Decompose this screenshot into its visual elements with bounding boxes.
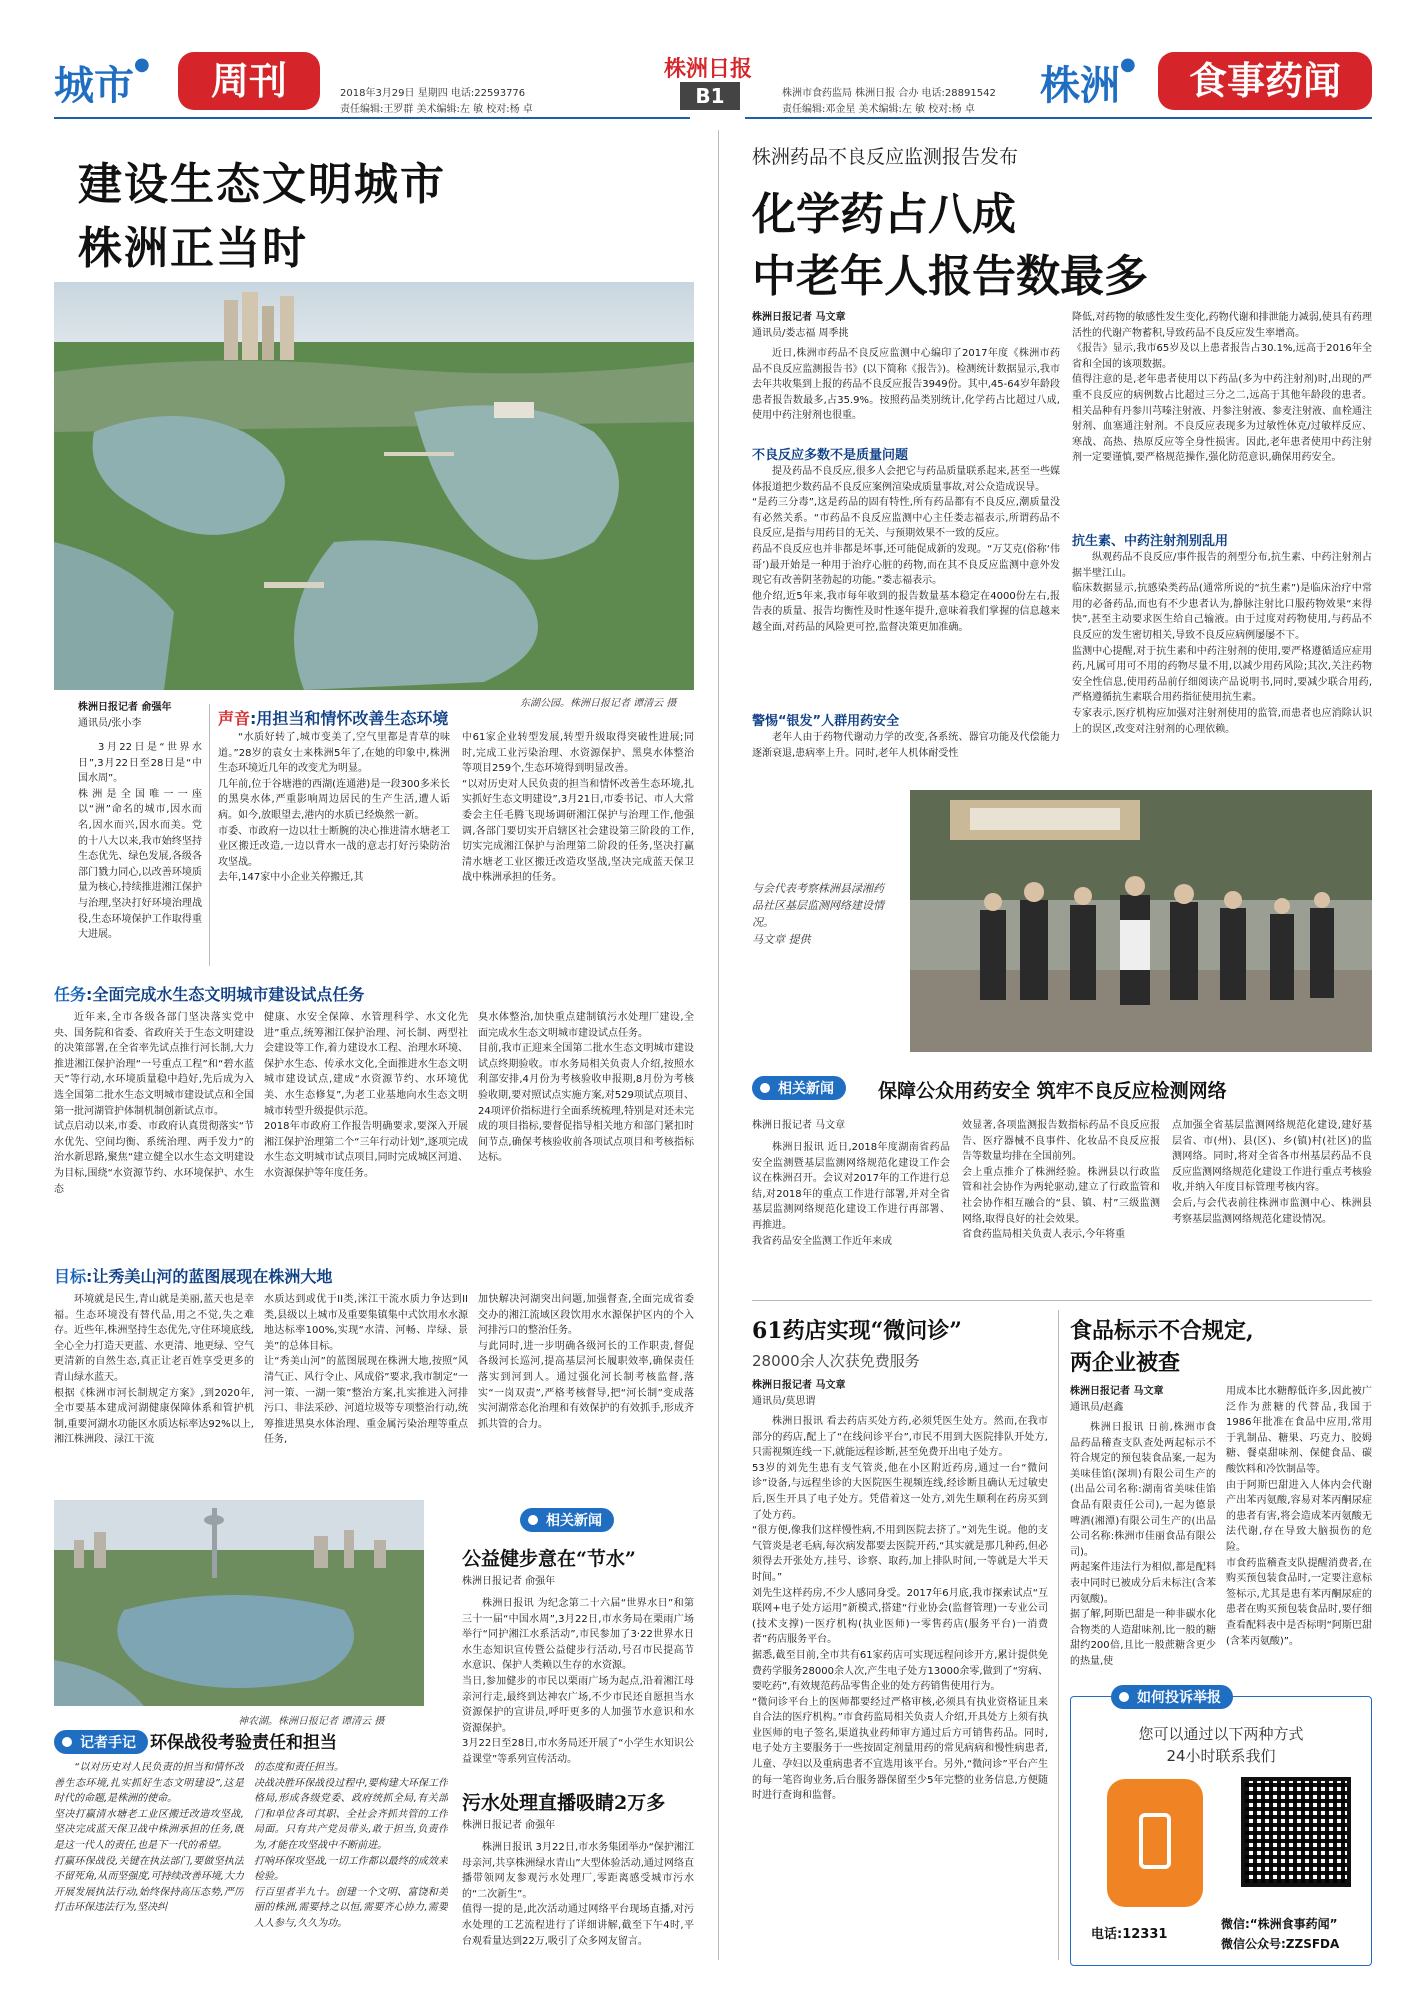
right-related-col-3: 点加强全省基层监测网络规范化建设,建好基层省、市(州)、县(区)、乡(镇)村(社区)的监测网络。同时,将对全省各市州基层药品不良反应监测网络规范化建设工作进行重点考核验收,并纳入年度目标管理考核内容。 会后,与会代表前往株洲市监测中心、株洲县考察基层监测网络规范化建设情况。 — [1172, 1120, 1372, 1225]
right-related-col-2: 效显著,各项监测报告数指标药品不良反应报告、医疗器械不良事件、化妆品不良反应报告等数量均排在全国前列。 会上重点推介了株洲经验。株洲县以行政监管和社会协作为两轮驱动,建立了行政监管和社会协作相互融合的“县、镇、村”三级监测网络,取得良好的社会效果。 省食药监局相关负责人表示,今年将重 — [962, 1120, 1160, 1241]
goal-col-2: 水质达到或优于II类,洣江干流水质力争达到II类,县级以上城市及重要集镇集中式饮用水水源地达标率100%,实现“水清、河畅、岸绿、景美”的总体目标。 让“秀美山河”的蓝图展现在株洲大地,按照“风清气正、风行令止、风成俗”要求,我市制定“一河一策、一湖一策”整治方案,扎实推进入河排污口、非法采砂、河道垃圾等专项整治行动,统筹推进黑臭水体治理、重金属污染治理等重点任务, — [264, 1294, 468, 1446]
task-col-1: 近年来,全市各级各部门坚决落实党中央、国务院和省委、省政府关于生态文明建设的决策部署,在全省率先试点推行河长制,大力推进湘江保护治理“一号重点工程”和“碧水蓝天”等行动,水环境质量稳中趋好,先后成为入选全国第二批水生态文明城市建设试点和全国第一批河湖管护体制机制创新试点市。 试点启动以来,市委、市政府认真贯彻落实“节水优先、空间均衡、系统治理、两手发力”的治水新思路,聚焦“建立健全以水生态文明建设为目标,围绕“水资源节约、水环境保护、水生态 — [54, 1012, 254, 1195]
right-col2-subhead: 抗生素、中药注射剂别乱用 — [1072, 534, 1229, 549]
reporter-note-col-2: 的态度和责任担当。 决战决胜环保战役过程中,要构建大环保工作格局,形成各级党委、政府统抓全局,有关部门和单位各司其职、全社会齐抓共管的工作局面。只有共产党员带头,敢于担当,负责作为,才能在攻坚战中不断前进。 打响环保攻坚战,一切工作都以最终的成效来检验。 行百里者半九十。创建一个文明、富饶和美丽的株洲,需要持之以恒,需要齐心协力,需要人人参与,久久为功。 — [254, 1762, 448, 1929]
header-left-pill: 周刊 — [178, 52, 320, 110]
right-bottom-divider — [1058, 1310, 1059, 1960]
reporter-note-tag: 记者手记 — [54, 1730, 148, 1754]
header-right-pill: 食事药闻 — [1158, 52, 1372, 110]
right-col2-body-1: 降低,对药物的敏感性发生变化,药物代谢和排泄能力减弱,使具有药理活性的代谢产物蓄积,导致药品不良反应发生率增高。 《报告》显示,我市65岁及以上患者报告占30.1%,远高于2016年全省和全国的该项数据。 值得注意的是,老年患者使用以下药品(多为中药注射剂)时,出现的严重不良反应的病例数占比超过三分之二,远高于其他年龄段的患者。相关品种有丹参川芎嗪注射液、丹参注射液、参麦注射液、血栓通注射剂、血塞通注射剂。不良反应表现多为过敏性休克/过敏样反应、寒战、高热、热原反应等全身性损害。因此,老年患者使用中药注射剂一定要谨慎,要严格规范操作,强化防范意识,确保用药安全。 — [1072, 312, 1372, 464]
left-headline-2: 株洲正当时 — [78, 223, 308, 274]
task-title: :全面完成水生态文明城市建设试点任务 — [86, 985, 365, 1004]
reporter-note-col-1: “以对历史对人民负责的担当和情怀改善生态环境,扎实抓好生态文明建设”,这是时代的命题,是株洲的使命。 坚决打赢清水塘老工业区搬迁改造攻坚战,坚决完成蓝天保卫战中株洲承担的任务,既是这一代人的责任,也是下一代的希望。 打赢环保战役,关键在执法部门,要做坚执法不留死角,从而坚强度,可持续改善环境,大力开展发展执法行动,始终保持高压态势,严厉打击环保违法行为,坚决纠 — [54, 1762, 244, 1914]
related-1-title: 公益健步意在“节水” — [462, 1548, 636, 1570]
right-headline-1: 化学药占八成 — [752, 189, 1016, 240]
task-col-2: 健康、水安全保障、水管理科学、水文化先进”重点,统筹湘江保护治理、河长制、两型社会建设等工作,着力建设水工程、治理水环境、保护水生态、传承水文化,全面推进水生态文明城市建设试点,建成“水资源节约、水环境优美、水生态修复”,为老工业基地向水生态文明城市转型升级提供示范。 2018年市政府工作报告明确要求,要深入开展湘江保护治理第二个“三年行动计划”,逐项完成水生态文明城市试点项目,同时完成城区河道、水资源保护等年度任务。 — [264, 1012, 468, 1179]
report-tag: 如何投诉举报 — [1111, 1685, 1233, 1709]
wechat-account: 微信:“株洲食事药闻” — [1221, 1917, 1338, 1931]
right-related-tag: 相关新闻 — [752, 1076, 846, 1100]
header-left-logo — [54, 54, 150, 111]
story-1-subtitle: 28000余人次获免费服务 — [752, 1352, 920, 1370]
inspection-photo — [910, 790, 1372, 1052]
left-lead: 3月22日是“世界水日”,3月22日至28日是“中国水周”。 株洲是全国唯一一座以“洲”命名的城市,因水而名,因水而兴,因水而美。党的十八大以来,我市始终坚持生态优先、绿色发展,各级各部门戮力同心,以改善环境质量为核心,持续推进湘江保护与治理,坚决打好环境治理战役,生态环境保护工作取得重大进展。 — [78, 742, 202, 941]
story-1-text: 株洲日报讯 看去药店买处方药,必须凭医生处方。然而,在我市部分的药店,配上了“在线问诊平台”,市民不用到大医院排队开处方,只需视频连线一下,就能远程诊断,甚至免费开出电子处方。 53岁的刘先生患有支气管炎,他在小区附近药房,通过一台“微问诊”设备,与远程坐诊的大医院医生视频连线,经诊断且确认无过敏史后,医生开具了电子处方。凭借着这一处方,刘先生顺利在药房买到了处方药。 “很方便,像我们这样慢性病,不用到医院去挤了。”刘先生说。他的支气管炎是老毛病,每次病发都要去医院开药,“其实就是那几种药,但必须得去开张处方,挂号、诊察、取药,加上排队时间,一等就是大半天时间。” 刘先生这样药房,不少人感同身受。2017年6月底,我市探索试点“互联网+电子处方运用”新模式,搭建“行业协会(监督管理)一专业公司(技术支撑)一医疗机构(执业医师)一零售药店(服务平台)一消费者”药店服务平台。 据悉,截至目前,全市共有61家药店可实现远程问诊开方,累计提供免费药学服务28000余人次,产生电子处方13000余零,做到了“穷病、要吃药”,有效规范药品零售企业的处方药销售使用行为。 “微问诊平台上的医师都要经过严格审核,必须具有执业资格证且来自合法的医疗机构。”市食药监局相关负责人介绍,开具处方上须有执业医师的电子签名,渠道执业药师审方通过后方可销售药品。同时,电子处方主要服务于一些按固定剂量用药的常见病病和慢性病患者,儿童、孕妇以及重病患者不宜选用该平台。另外,“微问诊”平台产生的每一笔咨询业务,后台服务器保留至少5年完整的业务信息,方便随时进行查询和监督。 — [752, 1416, 1048, 1802]
goal-col-1: 环境就是民生,青山就是美丽,蓝天也是幸福。生态环境没有替代品,用之不觉,失之难存。近些年,株洲坚持生态优先,守住环境底线,全心全力打造天更蓝、水更清、地更绿、空气更清新的自然生态,真正让老百姓享受更多的青山绿水蓝天。 根据《株洲市河长制规定方案》,到2020年,全市要基本建成河湖健康保障体系和管护机制,重要河湖水功能区水质达标率达92%以上,湘江株洲段、渌江干流 — [54, 1294, 254, 1446]
phone-number: 电话:12331 — [1091, 1927, 1168, 1942]
task-heading — [54, 982, 364, 1005]
pin-icon: ● — [1120, 54, 1136, 75]
header-right-logo — [1040, 54, 1136, 111]
left-logo-text: 城市 — [54, 62, 134, 109]
header-rule-right — [745, 117, 1372, 119]
lake-park-illustration — [54, 282, 694, 690]
page-number: B1 — [680, 82, 740, 110]
report-box — [1070, 1690, 1372, 1966]
report-line-2: 24小时联系我们 — [1166, 1747, 1276, 1765]
inspection-illustration — [910, 790, 1372, 1052]
left-byline-2: 通讯员/张小李 — [78, 718, 142, 729]
right-meta-editors: 责任编辑:邓金星 美术编辑:左 敏 校对:杨 卓 — [782, 104, 975, 115]
report-line-1: 您可以通过以下两种方式 — [1138, 1725, 1304, 1743]
right-headline-2: 中老年人报告数最多 — [752, 251, 1148, 302]
header-rule-left — [54, 117, 690, 119]
right-meta-org: 株洲市食药监局 株洲日报 合办 电话:28891542 — [782, 88, 996, 99]
wechat-id: 微信公众号:ZZSFDA — [1221, 1937, 1340, 1951]
voice-heading — [218, 706, 448, 729]
masthead: 株洲日报 — [663, 56, 752, 82]
story-1-byline-1: 株洲日报记者 马文章 — [752, 1380, 846, 1391]
related-2-text: 株洲日报讯 3月22日,市水务集团举办“保护湘江母亲河,共享株洲绿水青山”大型体验活动,通过网络直播带领网友参观污水处理厂,零距离感受城市污水的“二次新生”。 值得一提的是,此次活动通过网络平台现场直播,对污水处理的工艺流程进行了详细讲解,截至下午4时,平台观看量达到22万,吸引了众多网友留言。 — [462, 1842, 694, 1947]
story-2-byline-1: 株洲日报记者 马文章 — [1070, 1386, 1164, 1397]
left-meta-editors: 责任编辑:王罗群 美术编辑:左 敏 校对:杨 卓 — [340, 104, 533, 115]
center-divider — [718, 130, 719, 1960]
qr-code — [1241, 1777, 1351, 1887]
inspection-caption: 与会代表考察株洲县渌湘药品社区基层监测网络建设情况。 马文章 提供 — [752, 882, 884, 946]
related-1-text: 株洲日报讯 为纪念第二十六届“世界水日”和第三十一届“中国水周”,3月22日,市水务局在栗雨广场举行“同护湘江水系活动”,市民参加了3·22世界水日水生态知识宣传暨公益健步行活动,号召市民提高节水意识、保护人类赖以生存的水资源。 当日,参加健步的市民以栗雨广场为起点,沿着湘江母亲河行走,最终到达神农广场,不少市民还自愿担当水资源保护的宣讲员,呼吁更多的人加强节水意识和水资源保护。 3月22日至28日,市水务局还开展了“小学生水知识公益课堂”等系列宣传活动。 — [462, 1598, 694, 1765]
right-col1-intro: 近日,株洲市药品不良反应监测中心编印了2017年度《株洲市药品不良反应监测报告书》(以下简称《报告》)。检测统计数据显示,我市去年共收集到上报的药品不良反应报告3949份。其中,45-64岁年龄段患者报告数最多,占35.9%。按照药品类别统计,化学药占比超过八成,使用中药注射剂也很重。 — [752, 348, 1060, 422]
shennong-lake-illustration — [54, 1500, 424, 1706]
right-section-rule — [752, 1300, 1372, 1301]
right-logo-text: 株洲 — [1040, 62, 1120, 109]
story-2-col-1: 株洲日报讯 日前,株洲市食品药品稽查支队查处两起标示不符合规定的预包装食品案,一起为美味佳馅(深圳)有限公司生产的(出品公司名称:湖南省美味佳馅食品有限责任公司),一起为德景啤酒(湘潭)有限公司生产的(出品公司名称:株洲市佳丽食品有限公司)。 两起案件违法行为相似,都是配料表中同时已被成分后未标注(含苯丙氨酸)。 据了解,阿斯巴甜是一种非碳水化合物类的人造甜味剂,比一般的糖甜约200倍,且比一般蔗糖含更少的热量,使 — [1070, 1422, 1216, 1667]
story-2-title-2: 两企业被查 — [1070, 1350, 1181, 1376]
story-2-byline-2: 通讯员/赵鑫 — [1070, 1402, 1124, 1413]
left-related-tag: 相关新闻 — [520, 1508, 614, 1532]
goal-heading — [54, 1264, 332, 1287]
right-related-title: 保障公众用药安全 筑牢不良反应检测网络 — [878, 1080, 1227, 1102]
right-byline-1: 株洲日报记者 马文章 — [752, 312, 846, 323]
lake-park-photo — [54, 282, 694, 690]
goal-label: 目标 — [54, 1267, 87, 1286]
story-1-title: 61药店实现“微问诊” — [752, 1318, 962, 1344]
voice-col-2: 中61家企业转型发展,转型升级取得突破性进展;同时,完成工业污染治理、水资源保护、黑臭水体整治等项目259个,生态环境得到明显改善。 “以对历史对人民负责的担当和情怀改善生态环境,扎实抓好生态文明建设”,3月21日,市委书记、市人大常委会主任毛腾飞现场调研湘江保护与治理工作,他强调,各部门要切实开启辖区社会建设第三阶段的工作,切实完成湘江保护与治理第二阶段的任务,坚决打赢清水塘老工业区搬迁改造攻坚战,坚决完成蓝天保卫战中株洲承担的任务。 — [462, 732, 694, 884]
left-headline-1: 建设生态文明城市 — [78, 159, 446, 210]
task-label: 任务 — [54, 985, 87, 1004]
goal-title: :让秀美山河的蓝图展现在株洲大地 — [86, 1267, 333, 1286]
story-1-byline-2: 通讯员/莫思谓 — [752, 1396, 816, 1407]
story-2-title-1: 食品标示不合规定, — [1070, 1318, 1254, 1344]
related-2-title: 污水处理直播吸睛2万多 — [462, 1792, 666, 1814]
right-col2-body-2: 纵观药品不良反应/事件报告的剂型分布,抗生素、中药注射剂占据半壁江山。 临床数据显示,抗感染类药品(通常所说的“抗生素”)是临床治疗中常用的必备药品,而也有不少患者认为,静脉注射比口服药物效果“来得快”,甚至主动要求医生给自己输液。由于过度对药物使用,与药品不良反应的发生密切相关,导致不良反应病例屡屡不下。 监测中心提醒,对于抗生素和中药注射剂的使用,要严格遵循适应症用药,凡属可用可不用的药物尽量不用,以减少用药风险;其次,关注药物安全性信息,使用药品前仔细阅读产品说明书,同时,要减少联合用药,严格遵循抗生素联合用药指征使用抗生素。 专家表示,医疗机构应加强对注射剂使用的监管,而患者也应消除认识上的误区,改变对注射剂的心理依赖。 — [1072, 552, 1372, 735]
phone-icon-tile — [1107, 1779, 1203, 1907]
voice-label: 声音 — [218, 709, 251, 728]
voice-title: :用担当和情怀改善生态环境 — [250, 709, 449, 728]
pin-icon: ● — [134, 54, 150, 75]
right-byline-2: 通讯员/娄志福 周季挑 — [752, 328, 849, 339]
right-kicker: 株洲药品不良反应监测报告发布 — [752, 146, 1019, 168]
right-related-byline: 株洲日报记者 马文章 — [752, 1120, 846, 1131]
goal-col-3: 加快解决河湖突出问题,加强督查,全面完成省委交办的湘江流域区段饮用水水源保护区内的个入河排污口的整治任务。 与此同时,进一步明确各级河长的工作职责,督促各级河长巡河,提高基层河长履职效率,确保责任落实到河到人。通过强化河长制考核监督,落实“一岗双责”,严格考核督导,把“河长制”变成落实河湖常态化治理和有效保护的有效抓手,形成齐抓共管的合力。 — [478, 1294, 694, 1430]
left-lead-divider — [209, 704, 210, 966]
right-col1-subhead-1: 不良反应多数不是质量问题 — [752, 448, 909, 463]
right-col1-subhead-2: 警惕“银发”人群用药安全 — [752, 714, 900, 729]
lake-park-caption: 东湖公园。株洲日报记者 谭清云 摄 — [520, 698, 677, 709]
task-col-3: 臭水体整治,加快重点建制镇污水处理厂建设,全面完成水生态文明城市建设试点任务。 目前,我市正迎来全国第二批水生态文明城市建设试点终期验收。市水务局相关负责人介绍,按照水利部安排,4月份为考核验收申报期,8月份为考核验收期,要对照试点实施方案,对529项试点项目、24项评价指标进行全面系统梳理,特别是对还未完成的项目指标,要督促指导相关地方和部门紧扣时间节点,确保考核验收前各项试点项目和考核指标达标。 — [478, 1012, 694, 1164]
left-meta-date: 2018年3月29日 星期四 电话:22593776 — [340, 88, 526, 99]
right-col1-body-1: 提及药品不良反应,很多人会把它与药品质量联系起来,甚至一些媒体报道把少数药品不良反应案例渲染成质量事故,对公众造成误导。 “是药三分毒”,这是药品的固有特性,所有药品都有不良反应,潮质量没有必然关系。“市药品不良反应监测中心主任娄志福表示,所谓药品不良反应,是指与用药目的无关、与预期效果不一致的反应。 药品不良反应也并非都是坏事,还可能促成新的发现。“万艾克(俗称‘伟哥’)最开始是一种用于治疗心脏的药物,而在其不良反应监测中意外发现它有改善阴茎勃起的功能。”娄志福表示。 他介绍,近5年来,我市每年收到的报告数量基本稳定在4000份左右,报告表的质量、报告均衡性及时性逐年提升,意味着我们掌握的信息越来越全面,对药品的风险更可控,监督决策更加准确。 — [752, 466, 1060, 633]
shennong-lake-caption: 神农湖。株洲日报记者 谭清云 摄 — [238, 1716, 385, 1727]
right-col1-body-2: 老年人由于药物代谢动力学的改变,各系统、器官功能及代偿能力逐渐衰退,患病率上升。同时,老年人机体耐受性 — [752, 732, 1060, 759]
left-byline-1: 株洲日报记者 俞强年 — [78, 702, 172, 713]
related-1-byline: 株洲日报记者 俞强年 — [462, 1576, 556, 1587]
related-2-byline: 株洲日报记者 俞强年 — [462, 1820, 556, 1831]
voice-col-1: “水质好转了,城市变美了,空气里都是青草的味道。”28岁的袁女士来株洲5年了,在她的印象中,株洲生态环境近几年的改变尤为明显。 几年前,位于谷塘港的西湖(连通港)是一段300多米长的黑臭水体,严重影响周边居民的生产生活,遭人诟病。如今,放眼望去,港内的水质已经焕然一新。 市委、市政府一边以壮士断腕的决心推进清水塘老工业区搬迁改造,一边以背水一战的意志打好污染防治攻坚战。 去年,147家中小企业关停搬迁,其 — [218, 732, 450, 884]
reporter-note-title: 环保战役考验责任和担当 — [150, 1733, 337, 1753]
story-2-col-2: 用成本比水糖醇低许多,因此被广泛作为蔗糖的代替品,我国于1986年批准在食品中应用,常用于乳制品、糖果、巧克力、胶姆糖、餐桌甜味剂、保健食品、碳酸饮料和冷饮制品等。 由于阿斯巴甜进入人体内会代谢产出苯丙氨酸,容易对苯丙酮尿症的患者有害,将会造成苯丙氨酸无法代谢,存在导致大脑损伤的危险。 市食药监稽查支队提醒消费者,在购买预包装食品时,一定要注意标签标示,尤其是患有苯丙酮尿症的患者在购买预包装食品时,要仔细查看配料表中是否标明“阿斯巴甜(含苯丙氨酸)”。 — [1226, 1386, 1372, 1647]
phone-icon — [1139, 1813, 1171, 1869]
right-related-col-1: 株洲日报讯 近日,2018年度湖南省药品安全监测暨基层监测网络规范化建设工作会议在株洲召开。会议对2017年的工作进行总结,对2018年的重点工作进行部署,并对全省基层监测网络规范化建设工作进行再部署、再推进。 我省药品安全监测工作近年来成 — [752, 1142, 950, 1247]
shennong-lake-photo — [54, 1500, 424, 1706]
